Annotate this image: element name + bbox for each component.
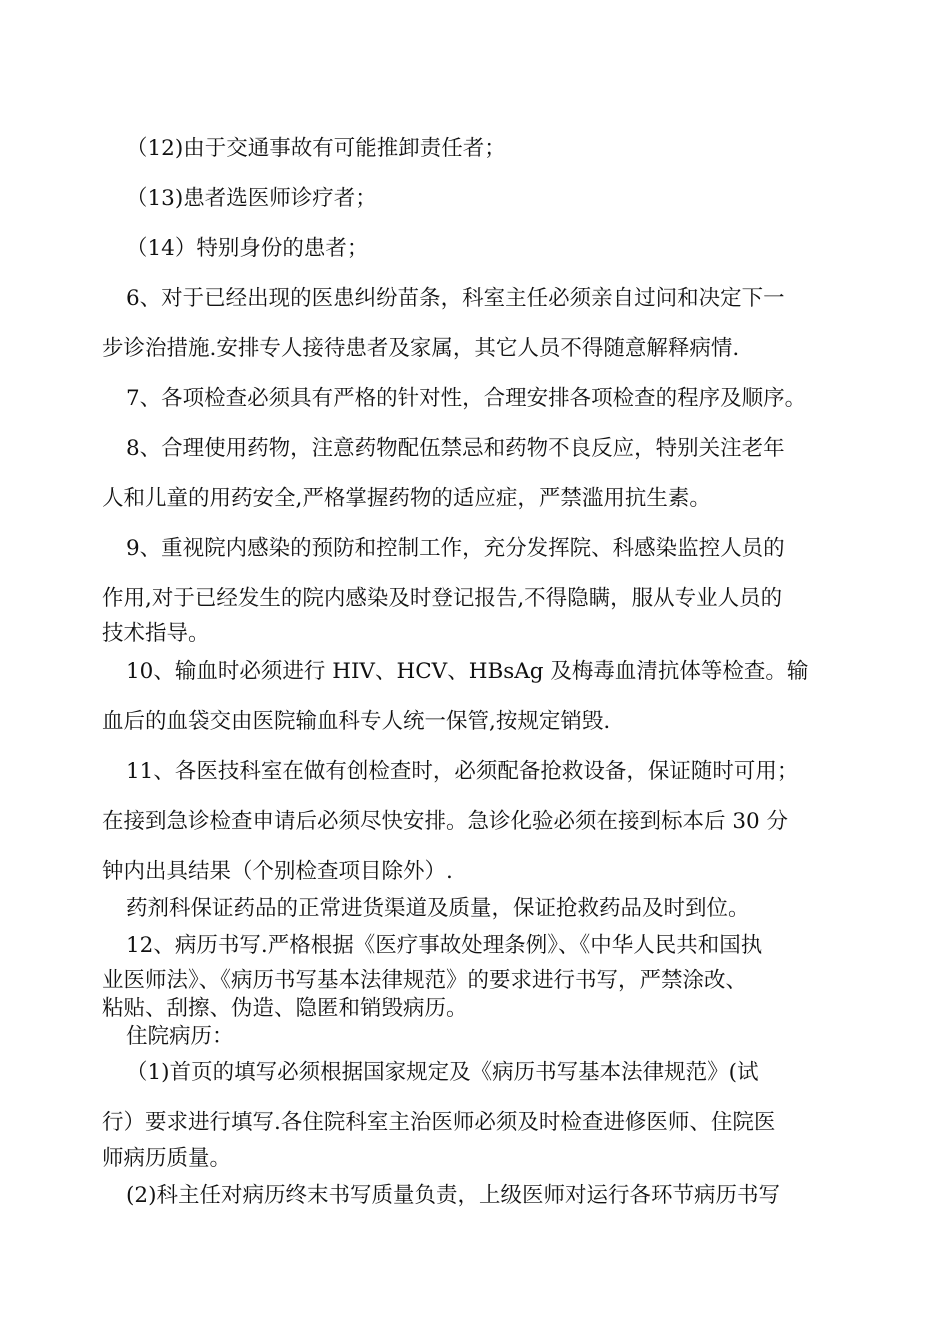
text-line: （12)由于交通事故有可能推卸责任者；: [126, 136, 506, 161]
text-line: 粘贴、刮擦、伪造、隐匿和销毁病历。: [102, 996, 468, 1021]
text-line: 6、对于已经出现的医患纠纷苗条，科室主任必须亲自过问和决定下一: [126, 286, 785, 311]
text-line: 在接到急诊检查申请后必须尽快安排。急诊化验必须在接到标本后 30 分: [102, 809, 789, 834]
text-line: 师病历质量。: [102, 1146, 232, 1171]
text-line: 7、各项检查必须具有严格的针对性，合理安排各项检查的程序及顺序。: [126, 386, 807, 411]
text-line: 9、重视院内感染的预防和控制工作，充分发挥院、科感染监控人员的: [126, 536, 785, 561]
text-line: 血后的血袋交由医院输血科专人统一保管,按规定销毁.: [102, 709, 611, 734]
text-line: 步诊治措施.安排专人接待患者及家属，其它人员不得随意解释病情.: [102, 336, 740, 361]
text-line: (2)科主任对病历终末书写质量负责，上级医师对运行各环节病历书写: [126, 1183, 780, 1208]
text-line: 8、合理使用药物，注意药物配伍禁忌和药物不良反应，特别关注老年: [126, 436, 785, 461]
text-line: （1)首页的填写必须根据国家规定及《病历书写基本法律规范》(试: [126, 1060, 759, 1085]
text-line: （13)患者选医师诊疗者；: [126, 186, 377, 211]
text-line: 技术指导。: [102, 621, 210, 646]
text-line: 住院病历：: [126, 1024, 234, 1049]
text-line: 业医师法》、《病历书写基本法律规范》的要求进行书写，严禁涂改、: [102, 968, 748, 993]
text-line: （14）特别身份的患者；: [126, 236, 369, 261]
text-line: 药剂科保证药品的正常进货渠道及质量，保证抢救药品及时到位。: [126, 896, 750, 921]
text-line: 行）要求进行填写.各住院科室主治医师必须及时检查进修医师、住院医: [102, 1110, 776, 1135]
text-line: 12、病历书写.严格根据《医疗事故处理条例》、《中华人民共和国执: [126, 933, 763, 958]
text-line: 11、各医技科室在做有创检查时，必须配备抢救设备，保证随时可用；: [126, 759, 799, 784]
text-line: 作用,对于已经发生的院内感染及时登记报告,不得隐瞒，服从专业人员的: [102, 586, 783, 611]
text-line: 钟内出具结果（个别检查项目除外）.: [102, 859, 453, 884]
text-line: 10、输血时必须进行 HIV、HCV、HBsAg 及梅毒血清抗体等检查。输: [126, 659, 809, 684]
text-line: 人和儿童的用药安全,严格掌握药物的适应症，严禁滥用抗生素。: [102, 486, 711, 511]
